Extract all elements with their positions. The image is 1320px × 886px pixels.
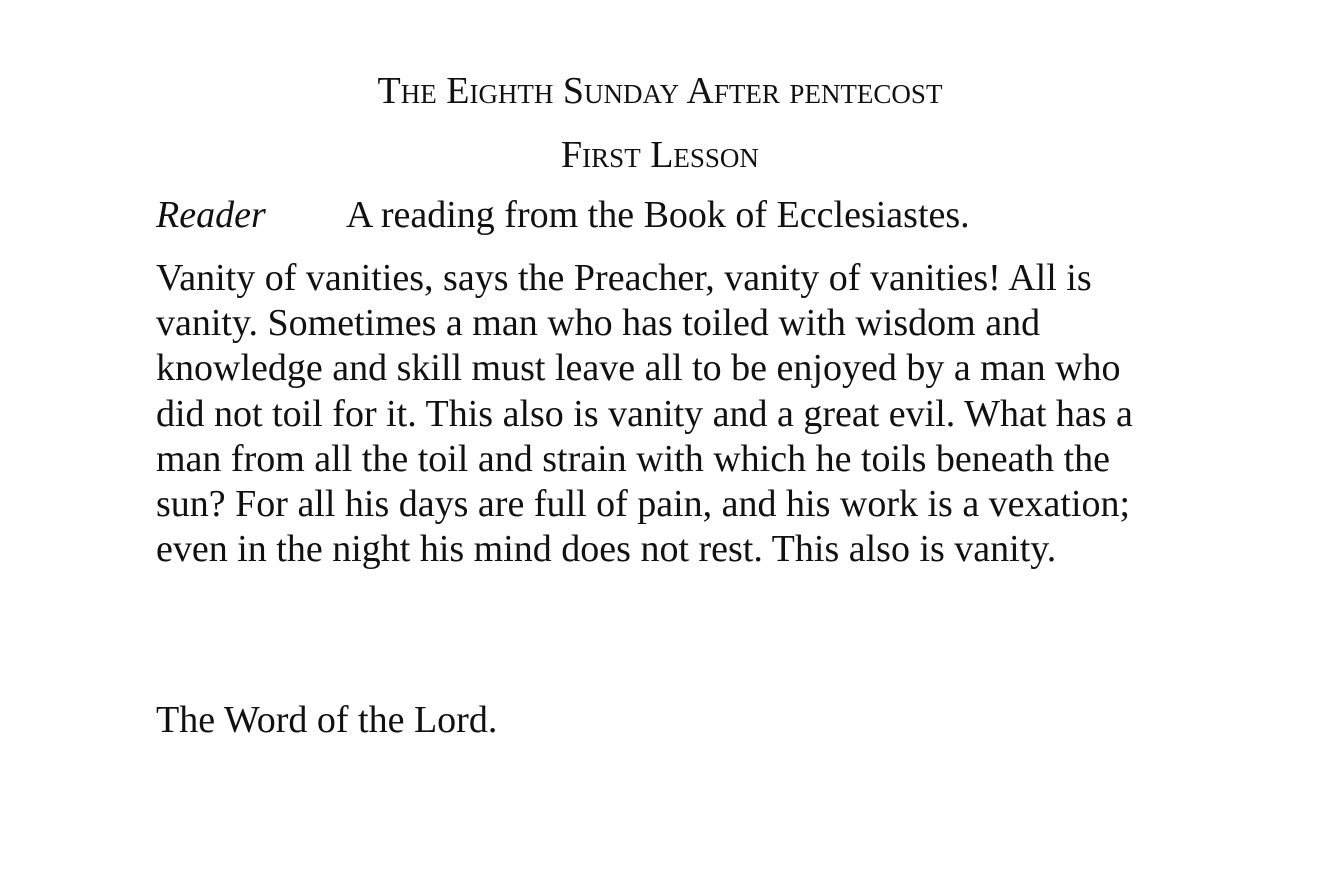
- closing-response: The Word of the Lord.: [156, 699, 498, 741]
- reader-role-label: Reader: [156, 194, 266, 236]
- reading-text: Vanity of vanities, says the Preacher, vanity of vanities! All is vanity. Sometimes a man who has toiled with wisdom and knowledge and skill must leave all to be enjoyed by a man who did not toil for it. This also is vanity and a great evil. What has a man from all the toil and strain with which he toils beneath the sun? For all his days are full of pain, and his work is a vexation; even in the night his mind does not rest. This also is vanity.: [156, 257, 1133, 571]
- reader-line: [156, 196, 970, 234]
- lesson-heading: First Lesson: [561, 134, 759, 176]
- page-title: The Eighth Sunday After pentecost: [377, 70, 943, 112]
- reading-intro: A reading from the Book of Ecclesiastes.: [346, 194, 970, 236]
